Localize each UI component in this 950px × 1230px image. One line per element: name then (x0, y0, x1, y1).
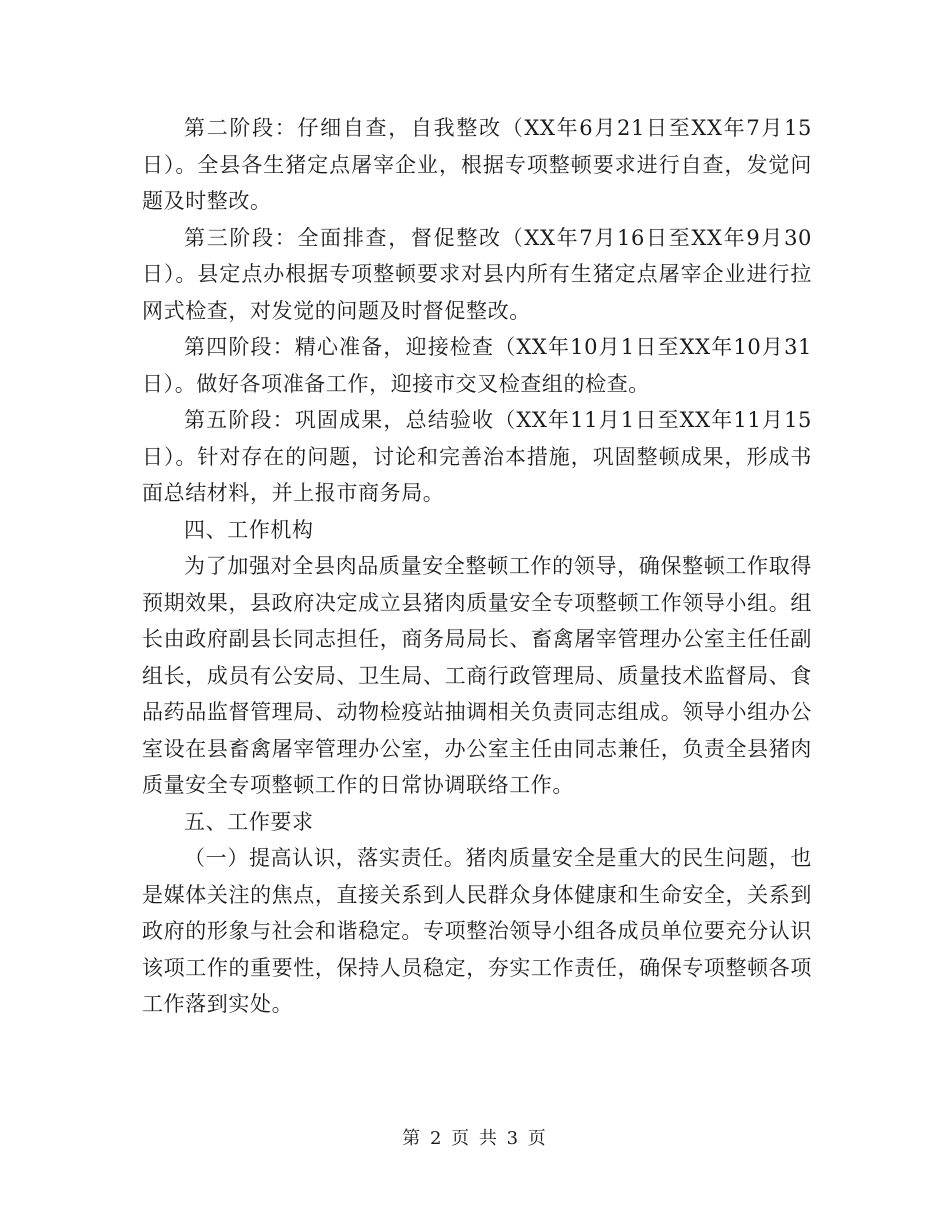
paragraph-stage-four: 第四阶段：精心准备，迎接检查（XX年10月1日至XX年10月31日）。做好各项准备工作，迎接市交叉检查组的检查。 (142, 335, 812, 396)
paragraph-requirement-one: （一）提高认识，落实责任。猪肉质量安全是重大的民生问题，也是媒体关注的焦点，直接关系到人民群众身体健康和生命安全，关系到政府的形象与社会和谐稳定。专项整治领导小组各成员单位要充分认识该项工作的重要性，保持人员稳定，夯实工作责任，确保专项整顿各项工作落到实处。 (142, 846, 812, 1016)
paragraph-stage-three: 第三阶段：全面排查，督促整改（XX年7月16日至XX年9月30日）。县定点办根据专项整顿要求对县内所有生猪定点屠宰企业进行拉网式检查，对发觉的问题及时督促整改。 (142, 225, 812, 323)
paragraph-stage-five: 第五阶段：巩固成果，总结验收（XX年11月1日至XX年11月15日）。针对存在的问题，讨论和完善治本措施，巩固整顿成果，形成书面总结材料，并上报市商务局。 (142, 408, 812, 505)
page-footer: 第 2 页 共 3 页 (402, 1128, 548, 1149)
document-body (142, 110, 812, 1023)
section-heading-work-requirements: 五、工作要求 (184, 809, 314, 834)
paragraph-stage-two: 第二阶段：仔细自查，自我整改（XX年6月21日至XX年7月15日）。全县各生猪定点屠宰企业，根据专项整顿要求进行自查，发觉问题及时整改。 (142, 116, 812, 213)
paragraph-work-organization: 为了加强对全县肉品质量安全整顿工作的领导，确保整顿工作取得预期效果，县政府决定成立县猪肉质量安全专项整顿工作领导小组。组长由政府副县长同志担任，商务局局长、畜禽屠宰管理办公室主任任副组长，成员有公安局、卫生局、工商行政管理局、质量技术监督局、食品药品监督管理局、动物检疫站抽调相关负责同志组成。领导小组办公室设在县畜禽屠宰管理办公室，办公室主任由同志兼任，负责全县猪肉质量安全专项整顿工作的日常协调联络工作。 (142, 554, 812, 797)
section-heading-work-organization: 四、工作机构 (184, 517, 314, 542)
